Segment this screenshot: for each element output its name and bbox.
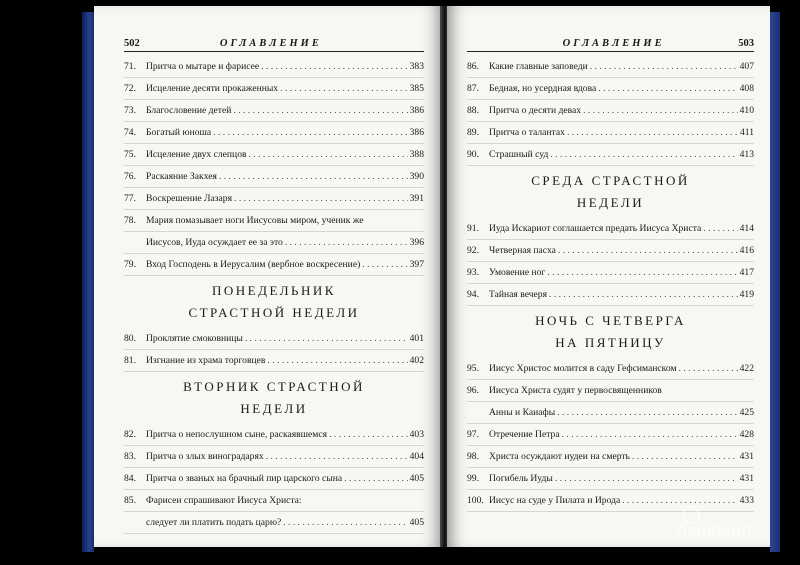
leader-dots: [622, 495, 737, 507]
toc-entry: [467, 100, 754, 122]
page-header: [467, 38, 754, 52]
section-heading-line: ВТОРНИК СТРАСТНОЙ: [183, 379, 365, 394]
section-heading-line: НА ПЯТНИЦУ: [555, 335, 666, 350]
entry-number: 82.: [124, 429, 136, 440]
entry-title: Исцеление десяти прокаженных: [146, 83, 279, 94]
leader-dots: [280, 83, 408, 95]
entry-page-number: 419: [739, 289, 754, 300]
entry-number: 78.: [124, 215, 136, 226]
leader-dots: [583, 105, 738, 117]
toc-entry: [124, 78, 424, 100]
entry-title: Фарисеи спрашивают Иисуса Христа:: [146, 495, 302, 506]
entry-page-number: 413: [739, 149, 754, 160]
entry-number: 77.: [124, 193, 136, 204]
leader-dots: [555, 473, 738, 485]
leader-dots: [266, 451, 408, 463]
leader-dots: [261, 61, 408, 73]
entry-page-number: 431: [739, 473, 754, 484]
leader-dots: [219, 171, 408, 183]
header-title: ОГЛАВЛЕНИЕ: [219, 38, 322, 49]
leader-dots: [557, 407, 737, 419]
book-cover-edge-right: [770, 12, 780, 552]
toc-entry: [124, 188, 424, 210]
toc-entry: [467, 144, 754, 166]
entry-title: Мария помазывает ноги Иисусовы миром, ученик же: [146, 215, 364, 226]
toc-entry: [467, 380, 754, 402]
toc-entry: [124, 166, 424, 188]
page-number: 503: [738, 38, 754, 49]
section-heading: [124, 276, 424, 328]
entry-number: 72.: [124, 83, 136, 94]
header-title: ОГЛАВЛЕНИЕ: [562, 38, 665, 49]
entry-number: 90.: [467, 149, 479, 160]
entry-number: 85.: [124, 495, 136, 506]
entry-number: 87.: [467, 83, 479, 94]
entry-title: Проклятие смоковницы: [146, 333, 243, 344]
leader-dots: [558, 245, 738, 257]
book-cover-edge-left: [82, 12, 94, 552]
toc-entry: [124, 328, 424, 350]
entry-title: Иисусов, Иуда осуждает ее за это: [146, 237, 283, 248]
entry-title: Отречение Петра: [489, 429, 560, 440]
toc-entry: [124, 424, 424, 446]
entry-page-number: 391: [409, 193, 424, 204]
toc-entry: [467, 402, 754, 424]
entry-title: Притча о десяти девах: [489, 105, 582, 116]
toc-entry: [124, 144, 424, 166]
toc-entry: [124, 122, 424, 144]
toc-list: [124, 328, 424, 372]
entry-number: 88.: [467, 105, 479, 116]
entry-title: Иисуса Христа судят у первосвященников: [489, 385, 662, 396]
toc-list: [467, 358, 754, 512]
entry-number: 96.: [467, 385, 479, 396]
entry-title: Богатый юноша: [146, 127, 212, 138]
entry-number: 94.: [467, 289, 479, 300]
page-header: [124, 38, 424, 52]
leader-dots: [344, 473, 408, 485]
entry-page-number: 416: [739, 245, 754, 256]
section-heading-line: НЕДЕЛИ: [576, 195, 645, 210]
toc-entry: [124, 232, 424, 254]
entry-number: 73.: [124, 105, 136, 116]
leader-dots: [632, 451, 738, 463]
entry-title: Раскаяние Закхея: [146, 171, 217, 182]
entry-page-number: 408: [739, 83, 754, 94]
page-number: 502: [124, 38, 140, 49]
leader-dots: [249, 149, 408, 161]
entry-title: Анны и Каиафы: [489, 407, 556, 418]
entry-page-number: 404: [409, 451, 424, 462]
section-heading-line: НОЧЬ С ЧЕТВЕРГА: [535, 313, 686, 328]
toc-list: [467, 218, 754, 306]
entry-page-number: 411: [739, 127, 754, 138]
toc-entry: [124, 254, 424, 276]
leader-dots: [549, 289, 738, 301]
toc-entry: [467, 78, 754, 100]
toc-entry: [467, 446, 754, 468]
toc-list: [124, 424, 424, 534]
entry-number: 81.: [124, 355, 136, 366]
leader-dots: [679, 363, 738, 375]
entry-title: Исцеление двух слепцов: [146, 149, 247, 160]
toc-entry: [124, 512, 424, 534]
entry-number: 74.: [124, 127, 136, 138]
entry-number: 76.: [124, 171, 136, 182]
entry-page-number: 385: [409, 83, 424, 94]
entry-number: 75.: [124, 149, 136, 160]
section-heading: [124, 372, 424, 424]
entry-page-number: 414: [739, 223, 754, 234]
toc-entry: [467, 218, 754, 240]
leader-dots: [567, 127, 738, 139]
entry-number: 95.: [467, 363, 479, 374]
entry-number: 86.: [467, 61, 479, 72]
entry-title: Бедная, но усердная вдова: [489, 83, 597, 94]
leader-dots: [590, 61, 738, 73]
entry-title: Притча о мытаре и фарисее: [146, 61, 260, 72]
entry-number: 79.: [124, 259, 136, 270]
entry-number: 80.: [124, 333, 136, 344]
entry-page-number: 405: [409, 473, 424, 484]
entry-page-number: 388: [409, 149, 424, 160]
entry-number: 89.: [467, 127, 479, 138]
entry-title: Иисус на суде у Пилата и Ирода: [489, 495, 621, 506]
leader-dots: [329, 429, 408, 441]
leader-dots: [245, 333, 408, 345]
leader-dots: [267, 355, 407, 367]
toc-entry: [124, 468, 424, 490]
entry-page-number: 402: [409, 355, 424, 366]
leader-dots: [213, 127, 407, 139]
toc-entry: [124, 56, 424, 78]
entry-title: Притча о званых на брачный пир царского сына: [146, 473, 343, 484]
entry-page-number: 396: [409, 237, 424, 248]
entry-title: Погибель Иуды: [489, 473, 553, 484]
entry-number: 91.: [467, 223, 479, 234]
entry-title: следует ли платить подать царю?: [146, 517, 282, 528]
right-page: [447, 6, 770, 547]
entry-page-number: 386: [409, 105, 424, 116]
entry-title: Вход Господень в Иерусалим (вербное воскресение): [146, 259, 361, 270]
toc-entry: [467, 490, 754, 512]
toc-entry: [467, 358, 754, 380]
entry-page-number: 433: [739, 495, 754, 506]
entry-title: Притча о талантах: [489, 127, 565, 138]
leader-dots: [234, 193, 408, 205]
entry-page-number: 410: [739, 105, 754, 116]
entry-title: Изгнание из храма торговцев: [146, 355, 266, 366]
entry-number: 83.: [124, 451, 136, 462]
entry-title: Притча о злых виноградарях: [146, 451, 264, 462]
toc-entry: [124, 490, 424, 512]
section-heading: [467, 306, 754, 358]
toc-entry: [467, 284, 754, 306]
entry-number: 93.: [467, 267, 479, 278]
entry-title: Тайная вечеря: [489, 289, 548, 300]
entry-title: Страшный суд: [489, 149, 549, 160]
leader-dots: [285, 237, 408, 249]
entry-title: Воскрешение Лазаря: [146, 193, 233, 204]
entry-title: Умовение ног: [489, 267, 546, 278]
entry-number: 92.: [467, 245, 479, 256]
entry-page-number: 397: [409, 259, 424, 270]
leader-dots: [362, 259, 407, 271]
entry-page-number: 407: [739, 61, 754, 72]
leader-dots: [233, 105, 407, 117]
entry-number: 97.: [467, 429, 479, 440]
toc-entry: [124, 350, 424, 372]
entry-title: Четверная пасха: [489, 245, 556, 256]
toc-entry: [467, 262, 754, 284]
section-heading-line: СРЕДА СТРАСТНОЙ: [531, 173, 690, 188]
entry-title: Какие главные заповеди: [489, 61, 588, 72]
entry-number: 100.: [467, 495, 484, 506]
entry-page-number: 403: [409, 429, 424, 440]
toc-entry: [124, 100, 424, 122]
entry-number: 71.: [124, 61, 136, 72]
entry-title: Иисус Христос молится в саду Гефсиманском: [489, 363, 677, 374]
toc-entry: [467, 122, 754, 144]
toc-entry: [124, 446, 424, 468]
section-heading-line: СТРАСТНОЙ НЕДЕЛИ: [188, 305, 360, 320]
entry-page-number: 431: [739, 451, 754, 462]
entry-title: Благословение детей: [146, 105, 232, 116]
leader-dots: [283, 517, 407, 529]
entry-page-number: 386: [409, 127, 424, 138]
toc-entry: [124, 210, 424, 232]
watermark-text: Лабиринт: [676, 522, 754, 539]
left-page: [94, 6, 442, 547]
entry-page-number: 390: [409, 171, 424, 182]
entry-title: Притча о непослушном сыне, раскаявшемся: [146, 429, 328, 440]
entry-page-number: 417: [739, 267, 754, 278]
entry-page-number: 428: [739, 429, 754, 440]
leader-dots: [703, 223, 737, 235]
entry-number: 84.: [124, 473, 136, 484]
entry-page-number: 383: [409, 61, 424, 72]
entry-page-number: 405: [409, 517, 424, 528]
section-heading-line: НЕДЕЛИ: [240, 401, 308, 416]
toc-entry: [467, 468, 754, 490]
entry-title: Иуда Искариот соглашается предать Иисуса Христа: [489, 223, 702, 234]
entry-title: Христа осуждают иудеи на смерть: [489, 451, 630, 462]
toc-entry: [467, 240, 754, 262]
section-heading-line: ПОНЕДЕЛЬНИК: [212, 283, 336, 298]
toc-entry: [467, 424, 754, 446]
section-heading: [467, 166, 754, 218]
toc-list: [467, 56, 754, 166]
entry-page-number: 401: [409, 333, 424, 344]
toc-list: [124, 56, 424, 276]
entry-number: 99.: [467, 473, 479, 484]
leader-dots: [598, 83, 737, 95]
leader-dots: [562, 429, 738, 441]
entry-number: 98.: [467, 451, 479, 462]
leader-dots: [550, 149, 737, 161]
entry-page-number: 422: [739, 363, 754, 374]
toc-entry: [467, 56, 754, 78]
entry-page-number: 425: [739, 407, 754, 418]
leader-dots: [547, 267, 737, 279]
